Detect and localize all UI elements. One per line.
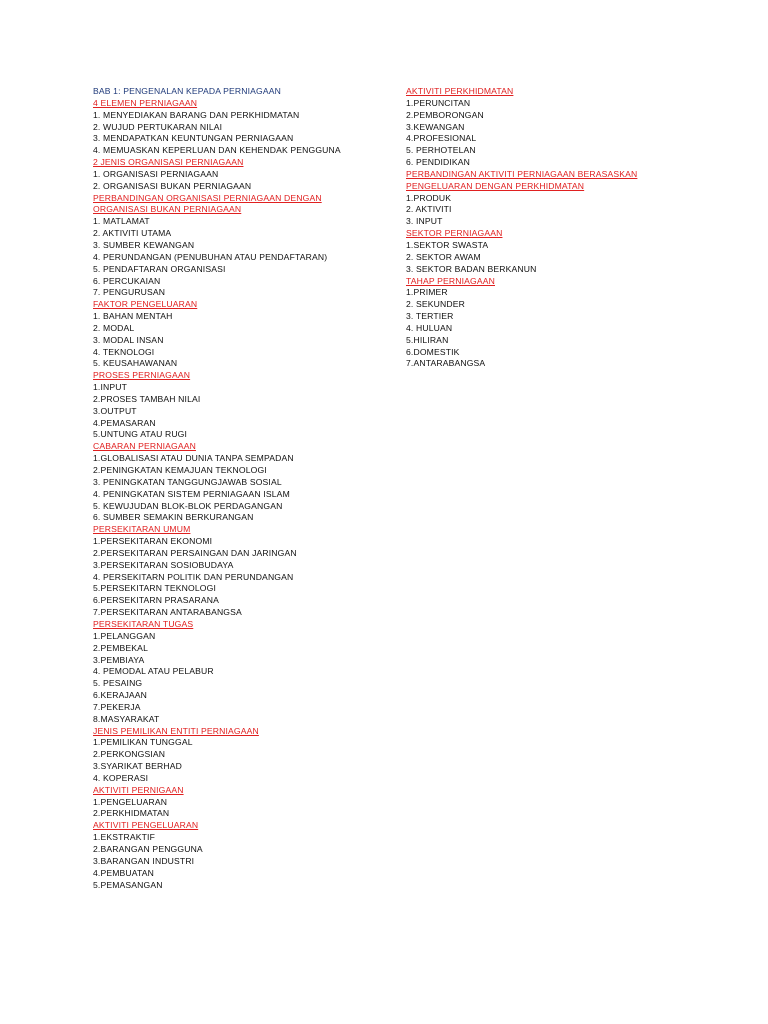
- section-heading: TAHAP PERNIAGAAN: [406, 275, 495, 286]
- section-heading: ORGANISASI BUKAN PERNIAGAAN: [93, 204, 242, 215]
- list-item: 6.PERSEKITARN PRASARANA: [93, 595, 220, 606]
- list-item: 2.BARANGAN PENGGUNA: [93, 844, 203, 854]
- list-item: 1.PENGELUARAN: [93, 796, 168, 807]
- list-item: 4. PERUNDANGAN (PENUBUHAN ATAU PENDAFTARAN): [93, 251, 328, 262]
- list-item: 2. SEKUNDER: [406, 299, 465, 310]
- list-item: 5.UNTUNG ATAU RUGI: [93, 429, 188, 440]
- list-item: 1.PEMILIKAN TUNGGAL: [93, 737, 193, 748]
- list-item: 1.PERSEKITARAN EKONOMI: [93, 536, 213, 547]
- list-item: 8.MASYARAKAT: [93, 713, 160, 724]
- list-item: 4. KOPERASI: [93, 772, 149, 783]
- list-item: 3.SYARIKAT BERHAD: [93, 761, 182, 772]
- list-item: 6.KERAJAAN: [93, 690, 148, 701]
- right-column: [406, 86, 746, 370]
- list-item: 4. PENINGKATAN SISTEM PERNIAGAAN ISLAM: [93, 488, 290, 499]
- list-item: 6.DOMESTIK: [406, 346, 460, 357]
- list-item: 5. KEWUJUDAN BLOK-BLOK PERDAGANGAN: [93, 500, 283, 511]
- list-item: 5. KEUSAHAWANAN: [93, 358, 178, 369]
- list-item: 4.PEMBUATAN: [93, 867, 155, 878]
- list-item: 1.SEKTOR SWASTA: [406, 239, 489, 250]
- list-item: 1.PELANGGAN: [93, 630, 156, 641]
- section-heading: PROSES PERNIAGAAN: [93, 370, 191, 381]
- list-item: 2. AKTIVITI UTAMA: [93, 228, 172, 239]
- list-item: 1. MENYEDIAKAN BARANG DAN PERKHIDMATAN: [93, 109, 300, 120]
- list-item: 5. PENDAFTARAN ORGANISASI: [93, 263, 226, 274]
- list-item: 2.PEMBEKAL: [93, 642, 148, 653]
- list-item: 4.PROFESIONAL: [406, 133, 477, 144]
- list-item: 6. PENDIDIKAN: [406, 157, 471, 168]
- list-item: 1.EKSTRAKTIF: [93, 832, 155, 843]
- list-item: 4. TEKNOLOGI: [93, 346, 155, 357]
- list-item: 7.PEKERJA: [93, 701, 141, 712]
- list-item: 3. INPUT: [406, 216, 443, 227]
- section-heading: CABARAN PERNIAGAAN: [93, 441, 196, 452]
- list-item: 3.PEMBIAYA: [93, 654, 145, 665]
- list-item: 3.PERSEKITARAN SOSIOBUDAYA: [93, 559, 234, 570]
- list-item: 2. ORGANISASI BUKAN PERNIAGAAN: [93, 180, 252, 191]
- list-item: 1. ORGANISASI PERNIAGAAN: [93, 168, 219, 179]
- list-item: 1.PRODUK: [406, 192, 452, 203]
- list-item: 3.BARANGAN INDUSTRI: [93, 855, 195, 866]
- list-item: 1.PRIMER: [406, 287, 448, 298]
- list-item: 3.KEWANGAN: [406, 121, 465, 132]
- list-item: 2.PERSEKITARAN PERSAINGAN DAN JARINGAN: [93, 547, 297, 558]
- list-item: 3.OUTPUT: [93, 405, 137, 416]
- list-item: 2.PERKHIDMATAN: [93, 808, 170, 819]
- section-heading: AKTIVITI PENGELUARAN: [93, 820, 199, 831]
- document-title: BAB 1: PENGENALAN KEPADA PERNIAGAAN: [93, 86, 282, 96]
- section-heading: JENIS PEMILIKAN ENTITI PERNIAGAAN: [93, 725, 259, 736]
- list-item: 7.ANTARABANGSA: [406, 358, 486, 369]
- list-item: 7.PERSEKITARAN ANTARABANGSA: [93, 607, 242, 618]
- section-heading: 2 JENIS ORGANISASI PERNIAGAAN: [93, 157, 244, 168]
- list-item: 4.PEMASARAN: [93, 417, 156, 428]
- section-heading: PENGELUARAN DENGAN PERKHIDMATAN: [406, 180, 585, 191]
- list-item: 1. BAHAN MENTAH: [93, 311, 173, 322]
- list-item: 3. MENDAPATKAN KEUNTUNGAN PERNIAGAAN: [93, 133, 294, 144]
- list-item: 5.HILIRAN: [406, 334, 449, 345]
- section-heading: AKTIVITI PERKHIDMATAN: [406, 86, 514, 96]
- list-item: 2. AKTIVITI: [406, 204, 452, 215]
- list-item: 3. SUMBER KEWANGAN: [93, 239, 195, 250]
- list-item: 5.PEMASANGAN: [93, 879, 163, 890]
- list-item: 2. WUJUD PERTUKARAN NILAI: [93, 121, 223, 132]
- list-item: 3. PENINGKATAN TANGGUNGJAWAB SOSIAL: [93, 476, 282, 487]
- list-item: 4. PERSEKITARN POLITIK DAN PERUNDANGAN: [93, 571, 294, 582]
- section-heading: 4 ELEMEN PERNIAGAAN: [93, 97, 198, 108]
- list-item: 2.PEMBORONGAN: [406, 109, 484, 120]
- section-heading: AKTIVITI PERNIGAAN: [93, 784, 184, 795]
- section-heading: PERSEKITARAN TUGAS: [93, 618, 194, 629]
- list-item: 3. TERTIER: [406, 311, 454, 322]
- list-item: 6. PERCUKAIAN: [93, 275, 161, 286]
- list-item: 2. SEKTOR AWAM: [406, 251, 481, 262]
- list-item: 4. PEMODAL ATAU PELABUR: [93, 666, 214, 677]
- list-item: 5. PESAING: [93, 678, 143, 689]
- list-item: 3. SEKTOR BADAN BERKANUN: [406, 263, 537, 274]
- section-heading: PERBANDINGAN AKTIVITI PERNIAGAAN BERASASKAN: [406, 168, 638, 179]
- left-column: [93, 86, 393, 891]
- list-item: 1.GLOBALISASI ATAU DUNIA TANPA SEMPADAN: [93, 453, 294, 464]
- list-item: 7. PENGURUSAN: [93, 287, 166, 298]
- list-item: 2. MODAL: [93, 322, 135, 333]
- list-item: 4. HULUAN: [406, 322, 453, 333]
- section-heading: SEKTOR PERNIAGAAN: [406, 228, 503, 239]
- list-item: 5. PERHOTELAN: [406, 145, 476, 156]
- list-item: 5.PERSEKITARN TEKNOLOGI: [93, 583, 216, 594]
- section-heading: FAKTOR PENGELUARAN: [93, 299, 198, 310]
- list-item: 1.PERUNCITAN: [406, 97, 471, 108]
- list-item: 3. MODAL INSAN: [93, 334, 164, 345]
- list-item: 1. MATLAMAT: [93, 216, 150, 227]
- list-item: 2.PENINGKATAN KEMAJUAN TEKNOLOGI: [93, 465, 267, 475]
- list-item: 4. MEMUASKAN KEPERLUAN DAN KEHENDAK PENGGUNA: [93, 145, 341, 156]
- list-item: 2.PROSES TAMBAH NILAI: [93, 393, 201, 404]
- list-item: 6. SUMBER SEMAKIN BERKURANGAN: [93, 512, 254, 523]
- list-item: 1.INPUT: [93, 382, 127, 393]
- section-heading: PERSEKITARAN UMUM: [93, 524, 191, 535]
- list-item: 2.PERKONGSIAN: [93, 749, 166, 760]
- section-heading: PERBANDINGAN ORGANISASI PERNIAGAAN DENGAN: [93, 192, 322, 203]
